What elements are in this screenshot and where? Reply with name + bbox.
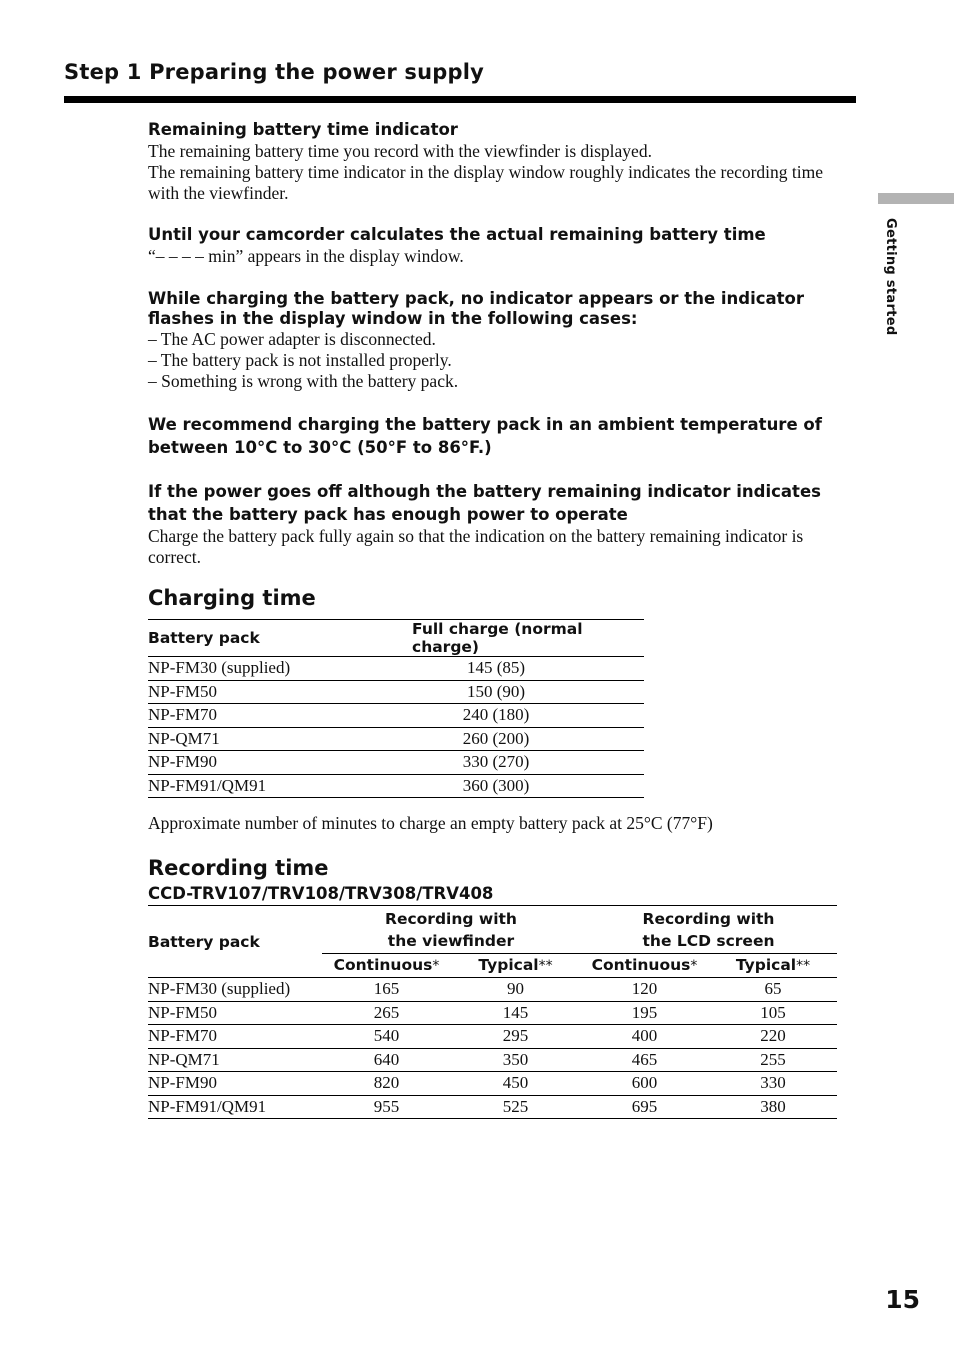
- battery-name: NP-FM91/QM91: [148, 774, 354, 798]
- charging-note: Approximate number of minutes to charge an empty battery pack at 25°C (77°F): [148, 813, 713, 833]
- continuous-header: Continuous*: [580, 954, 709, 978]
- vf-typical: 525: [451, 1095, 580, 1119]
- typical-header: Typical**: [451, 954, 580, 978]
- typical-header: Typical**: [709, 954, 837, 978]
- charge-minutes: 145 (85): [354, 657, 644, 681]
- viewfinder-group-header: [322, 906, 580, 954]
- lcd-typical: 65: [709, 978, 837, 1002]
- table-row: [148, 1025, 837, 1049]
- model-list: CCD-TRV107/TRV108/TRV308/TRV408: [148, 884, 494, 903]
- lcd-typical: 380: [709, 1095, 837, 1119]
- section-title: If the power goes off although the battery remaining indicator indicates that the battery pack has enough power to operate: [148, 482, 821, 524]
- section-text: – Something is wrong with the battery pack.: [148, 371, 459, 391]
- battery-name: NP-FM50: [148, 1001, 322, 1025]
- lcd-continuous: 465: [580, 1048, 709, 1072]
- section-text: The remaining battery time indicator in the display window roughly indicates the recording time with the viewfinder.: [148, 162, 824, 203]
- vf-continuous: 540: [322, 1025, 451, 1049]
- table-row: [148, 774, 644, 798]
- vf-typical: 90: [451, 978, 580, 1002]
- page-header: Step 1 Preparing the power supply: [64, 60, 485, 84]
- lcd-continuous: 120: [580, 978, 709, 1002]
- side-tab-label: Getting started: [883, 218, 898, 336]
- vf-typical: 350: [451, 1048, 580, 1072]
- section-remaining-indicator: [148, 118, 854, 204]
- section-temperature: [148, 413, 854, 459]
- lcd-typical: 255: [709, 1048, 837, 1072]
- vf-continuous: 165: [322, 978, 451, 1002]
- vf-continuous: 955: [322, 1095, 451, 1119]
- vf-continuous: 265: [322, 1001, 451, 1025]
- section-text: Charge the battery pack fully again so that the indication on the battery remaining indicator is correct.: [148, 526, 804, 567]
- charging-time-table: [148, 619, 644, 798]
- section-title: Remaining battery time indicator: [148, 120, 458, 139]
- charge-minutes: 150 (90): [354, 680, 644, 704]
- table-row: [148, 1048, 837, 1072]
- battery-name: NP-FM90: [148, 751, 354, 775]
- battery-name: NP-FM30 (supplied): [148, 978, 322, 1002]
- battery-pack-header: Battery pack: [148, 906, 322, 978]
- battery-name: NP-QM71: [148, 727, 354, 751]
- battery-name: NP-FM50: [148, 680, 354, 704]
- side-tab-marker: [878, 193, 954, 204]
- recording-time-heading: Recording time: [148, 856, 329, 880]
- lcd-continuous: 195: [580, 1001, 709, 1025]
- column-header: Battery pack: [148, 620, 354, 657]
- charging-time-heading: Charging time: [148, 586, 316, 610]
- table-row: [148, 978, 837, 1002]
- section-calculating: [148, 223, 854, 267]
- vf-continuous: 820: [322, 1072, 451, 1096]
- table-row: [148, 1001, 837, 1025]
- section-text: “– – – – min” appears in the display window.: [148, 246, 464, 266]
- section-title: While charging the battery pack, no indicator appears or the indicator flashes in the display window in the following cases:: [148, 289, 805, 328]
- battery-name: NP-FM91/QM91: [148, 1095, 322, 1119]
- vf-typical: 450: [451, 1072, 580, 1096]
- lcd-typical: 105: [709, 1001, 837, 1025]
- lcd-group-header: [580, 906, 837, 954]
- continuous-header: Continuous*: [322, 954, 451, 978]
- lcd-continuous: 695: [580, 1095, 709, 1119]
- group-header-line: Recording with: [642, 909, 775, 928]
- section-title: We recommend charging the battery pack in an ambient temperature of between 10°C to 30°C (50°F to 86°F.): [148, 415, 822, 457]
- lcd-continuous: 600: [580, 1072, 709, 1096]
- lcd-typical: 220: [709, 1025, 837, 1049]
- column-header: Full charge (normal charge): [354, 620, 644, 657]
- charge-minutes: 360 (300): [354, 774, 644, 798]
- content: [148, 118, 854, 1119]
- charge-minutes: 240 (180): [354, 704, 644, 728]
- table-row: [148, 727, 644, 751]
- section-title: Until your camcorder calculates the actual remaining battery time: [148, 225, 766, 244]
- section-text: The remaining battery time you record with the viewfinder is displayed.: [148, 141, 652, 161]
- battery-name: NP-FM70: [148, 1025, 322, 1049]
- table-row: [148, 1095, 837, 1119]
- section-power-off: [148, 480, 854, 568]
- battery-name: NP-FM90: [148, 1072, 322, 1096]
- table-row: [148, 704, 644, 728]
- header-rule: [64, 96, 856, 103]
- recording-time-table: [148, 905, 837, 1119]
- group-header-line: Recording with: [385, 909, 517, 928]
- lcd-typical: 330: [709, 1072, 837, 1096]
- page-number: 15: [885, 1285, 920, 1314]
- battery-name: NP-QM71: [148, 1048, 322, 1072]
- section-text: – The battery pack is not installed properly.: [148, 350, 452, 370]
- vf-continuous: 640: [322, 1048, 451, 1072]
- battery-name: NP-FM70: [148, 704, 354, 728]
- charge-minutes: 330 (270): [354, 751, 644, 775]
- group-header-line: the LCD screen: [642, 931, 775, 950]
- section-text: – The AC power adapter is disconnected.: [148, 329, 436, 349]
- table-row: [148, 1072, 837, 1096]
- charge-minutes: 260 (200): [354, 727, 644, 751]
- table-row: [148, 680, 644, 704]
- vf-typical: 295: [451, 1025, 580, 1049]
- battery-name: NP-FM30 (supplied): [148, 657, 354, 681]
- section-charging-cases: [148, 287, 854, 392]
- lcd-continuous: 400: [580, 1025, 709, 1049]
- group-header-line: the viewfinder: [387, 931, 515, 950]
- vf-typical: 145: [451, 1001, 580, 1025]
- table-row: [148, 751, 644, 775]
- table-row: [148, 657, 644, 681]
